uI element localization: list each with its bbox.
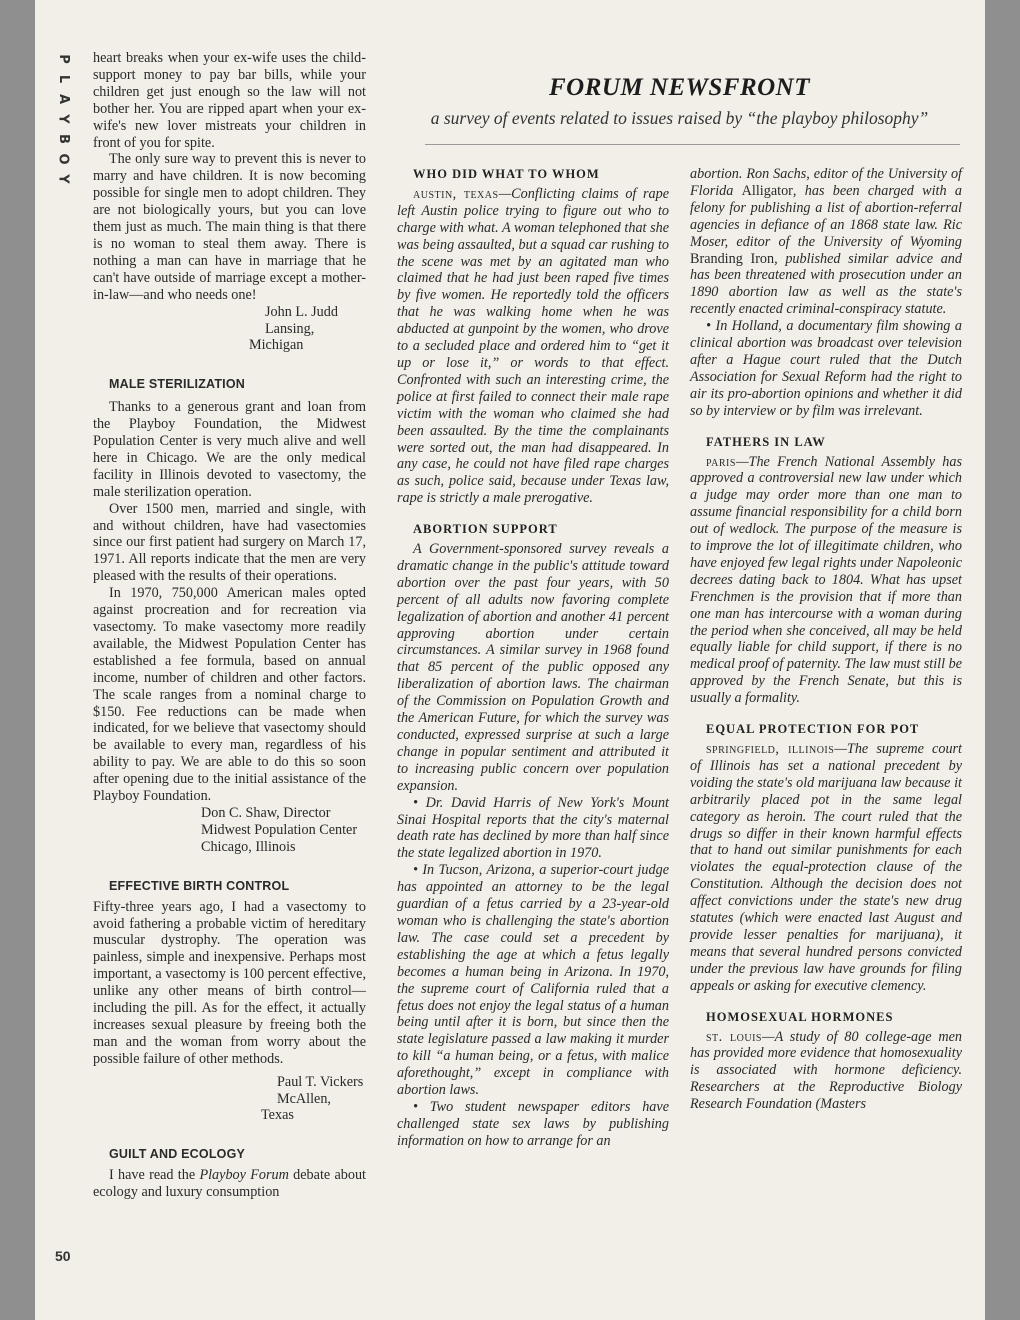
letter-paragraph: Fifty-three years ago, I had a vasectomy to avoid fathering a probable victim of hereditary muscular dystrophy. The operation was painless, simple and inexpensive. Perhaps most important, a vasectomy is 100 percent effective, unlike any other means of birth control—including the pill. As for the effect, it actually increases sexual pleasure by freeing both the man and the woman from worry about the possible failure of other methods. bbox=[93, 898, 366, 1067]
logo-letter: L bbox=[55, 74, 71, 84]
signature-name: Don C. Shaw, Director bbox=[201, 804, 331, 821]
logo-letter: Y bbox=[55, 174, 71, 184]
divider-rule bbox=[425, 144, 960, 145]
publication-name: Alligator bbox=[741, 182, 793, 199]
news-paragraph: A Government-sponsored survey reveals a dramatic change in the public's attitude toward abortion over the past four years, with 50 percent of all adults now favoring complete legalization of abortion and another 41 percent approving abortion under certain circumstances. A similar survey in 1968 found that 85 percent of the public opposed any liberalization of abortion laws. The chairman of the Commission on Population Growth and the American Future, for which the survey was conducted, expressed surprise at such a large change in popular sentiment and attributed it to increasing public concern over population expansion. bbox=[397, 541, 669, 794]
signature-place: Lansing, Michigan bbox=[249, 320, 315, 354]
dateline: st. louis bbox=[706, 1028, 762, 1045]
signature-org: Midwest Population Center bbox=[201, 821, 358, 838]
text-run: —Conflicting claims of rape left Austin police trying to figure out who to charge with what. A woman telephoned that she was being assaulted, but a squad car rushing to the scene was met by an agitated man who claimed that he had just been raped five times by five women. He reportedly told the officers that he was walking home when he was abducted at gunpoint by the women, who drove to a secluded place and ordered him to “get it up or lose it,” or words to that effect. Confronted with such an interesting crime, the police at first failed to connect their male rape victim with the woman who claimed she had been assaulted. By the time the complainants were sorted out, the man had disappeared. In any case, he could not have filed rape charges as such, police said, because under Texas law, rape is strictly a male prerogative. bbox=[397, 185, 669, 507]
middle-column bbox=[397, 166, 669, 1150]
letter-paragraph: In 1970, 750,000 American males opted against procreation and for recreation via vasectomy. To make vasectomy more readily available, the Midwest Population Center has established a fee formula, based on annual income, number of children and other factors. The scale ranges from a nominal charge to $150. Fee reductions can be made when indicated, for we believe that vasectomy should be available to every man, regardless of his ability to pay. We are able to do this so soon after opening due to the initial assistance of the Playboy Foundation. bbox=[93, 585, 366, 805]
section-title: FORUM NEWSFRONT bbox=[548, 74, 811, 101]
side-magazine-logo bbox=[53, 52, 73, 186]
news-paragraph: • Dr. David Harris of New York's Mount Sinai Hospital reports that the city's maternal death rate has declined by more than half since the state legalized abortion in 1970. bbox=[397, 794, 669, 862]
text-run: , published similar advice and has been threatened with prosecution under an 1890 abortion law as well as the state's recently enacted criminal-conspiracy statute. bbox=[690, 250, 962, 318]
signature-place: Chicago, Illinois bbox=[201, 838, 296, 855]
text-run: , has been charged with a felony for publishing a list of abortion-referral agencies in defiance of an 1868 state law. Ric Moser, editor of the University of Wyoming bbox=[690, 182, 962, 250]
news-heading: EQUAL PROTECTION FOR POT bbox=[706, 722, 920, 737]
letter-paragraph: Thanks to a generous grant and loan from the Playboy Foundation, the Midwest Population Center is very much alive and well here in Chicago. We are the only medical facility in Illinois devoted to vasectomy, the male sterilization operation. bbox=[93, 399, 366, 500]
news-paragraph: • In Tucson, Arizona, a superior-court judge has appointed an attorney to be the legal guardian of a fetus carried by a 23-year-old woman who is challenging the state's abortion law. The case could set a precedent by establishing the age at which a fetus legally becomes a human being in Arizona. In 1970, the supreme court of California ruled that a fetus does not enjoy the legal status of a human being until after it is born, but since then the state legislature passed a law making it murder to kill “a human being, or a fetus, with malice aforethought,” except in compliance with abortion laws. bbox=[397, 862, 669, 1099]
logo-letter: B bbox=[55, 134, 71, 144]
text-run: —The supreme court of Illinois has set a national precedent by voiding the state's old marijuana law because it arbitrarily placed pot in the same legal category as heroin. The court ruled that the drugs so differ in their known harmful effects that to hand out similar punishments for each violates the equal-protection clause of the Constitution. Although the decision does not affect convictions under the state's new drug statutes (which were enacted last August and provide lesser penalties for marijuana), it means that several hundred persons convicted under the previous law have grounds for filing appeals or asking for executive clemency. bbox=[690, 741, 963, 994]
publication-name: Branding Iron bbox=[690, 250, 775, 267]
text-run: abortion. Ron Sachs, editor of the University of Florida bbox=[690, 166, 962, 199]
section-heading: EFFECTIVE BIRTH CONTROL bbox=[109, 878, 290, 893]
text-run: debate about ecology and luxury consumption bbox=[93, 1167, 366, 1201]
news-heading: ABORTION SUPPORT bbox=[413, 522, 558, 537]
news-heading: WHO DID WHAT TO WHOM bbox=[413, 167, 600, 181]
signature-place: McAllen, Texas bbox=[261, 1090, 331, 1124]
news-heading: HOMOSEXUAL HORMONES bbox=[706, 1009, 894, 1024]
logo-letter: O bbox=[56, 153, 71, 165]
section-subtitle: a survey of events related to issues raised by “the playboy philosophy” bbox=[430, 108, 929, 128]
publication-name: Playboy Forum bbox=[199, 1167, 289, 1184]
news-paragraph bbox=[690, 741, 962, 995]
section-heading: GUILT AND ECOLOGY bbox=[109, 1147, 246, 1162]
logo-letter: A bbox=[56, 93, 71, 105]
text-run: —A study of 80 college-age men has provided more evidence that homosexuality is associated with hormone deficiency. Researchers at the Reproductive Biology Research Foundation (Masters bbox=[690, 1028, 962, 1113]
text-run: —The French National Assembly has approved a controversial new law under which a judge may order more than one man to assume financial responsibility for a child born out of wedlock. The purpose of the measure is to improve the lot of illegitimate children, who have enjoyed few legal rights under Napoleonic decrees dating back to 1804. What has upset Frenchmen is the provision that if more than one man has intercourse with a woman during the period when she conceived, all may be held equally liable for child support, if there is no medical proof of paternity. The law must still be approved by the French Senate, but this is usually a formality. bbox=[690, 453, 962, 707]
section-heading: MALE STERILIZATION bbox=[109, 377, 245, 392]
right-column bbox=[690, 166, 962, 1113]
letter-paragraph bbox=[93, 1167, 366, 1201]
text-run: I have read the bbox=[109, 1167, 200, 1184]
magazine-page bbox=[35, 0, 985, 1320]
news-paragraph bbox=[690, 454, 962, 708]
news-paragraph: • Two student newspaper editors have challenged state sex laws by publishing information on how to arrange for an bbox=[397, 1098, 669, 1149]
letter-paragraph: heart breaks when your ex-wife uses the child-support money to pay bar bills, while your children get just enough so the law will not bother her. You are ripped apart when your ex-wife's new lover mistreats your children in front of you for spite. bbox=[93, 50, 366, 151]
page-number: 50 bbox=[55, 1248, 71, 1264]
dateline: austin, texas bbox=[413, 185, 499, 202]
dateline: springfield, illinois bbox=[706, 741, 835, 757]
letter-paragraph: The only sure way to prevent this is never to marry and have children. It is now becoming possible for single men to adopt children. They are not biologically yours, but you can love them just as much. The main thing is that there is no woman to steal them away. There is nothing a man can have in marriage that he can't have outside of marriage except a mother-in-law—and who needs one! bbox=[93, 151, 366, 303]
signature-name: John L. Judd bbox=[265, 303, 338, 320]
left-column bbox=[93, 50, 366, 1201]
news-paragraph bbox=[690, 166, 962, 318]
news-paragraph bbox=[690, 1029, 962, 1114]
signature-name: Paul T. Vickers bbox=[277, 1073, 364, 1090]
letter-paragraph: Over 1500 men, married and single, with and without children, have had vasectomies since our first patient had surgery on March 17, 1971. All reports indicate that the men are very pleased with the results of their operations. bbox=[93, 500, 366, 585]
dateline: paris bbox=[706, 453, 736, 470]
news-paragraph bbox=[397, 186, 669, 507]
logo-letter: Y bbox=[55, 114, 71, 124]
news-heading: FATHERS IN LAW bbox=[706, 434, 826, 449]
logo-letter: P bbox=[56, 54, 71, 64]
news-paragraph: • In Holland, a documentary film showing a clinical abortion was broadcast over television after a Hague court ruled that the Dutch Association for Sexual Reform had the right to air its pro-abortion opinions and whether it did so by interview or by film was irrelevant. bbox=[690, 318, 962, 419]
